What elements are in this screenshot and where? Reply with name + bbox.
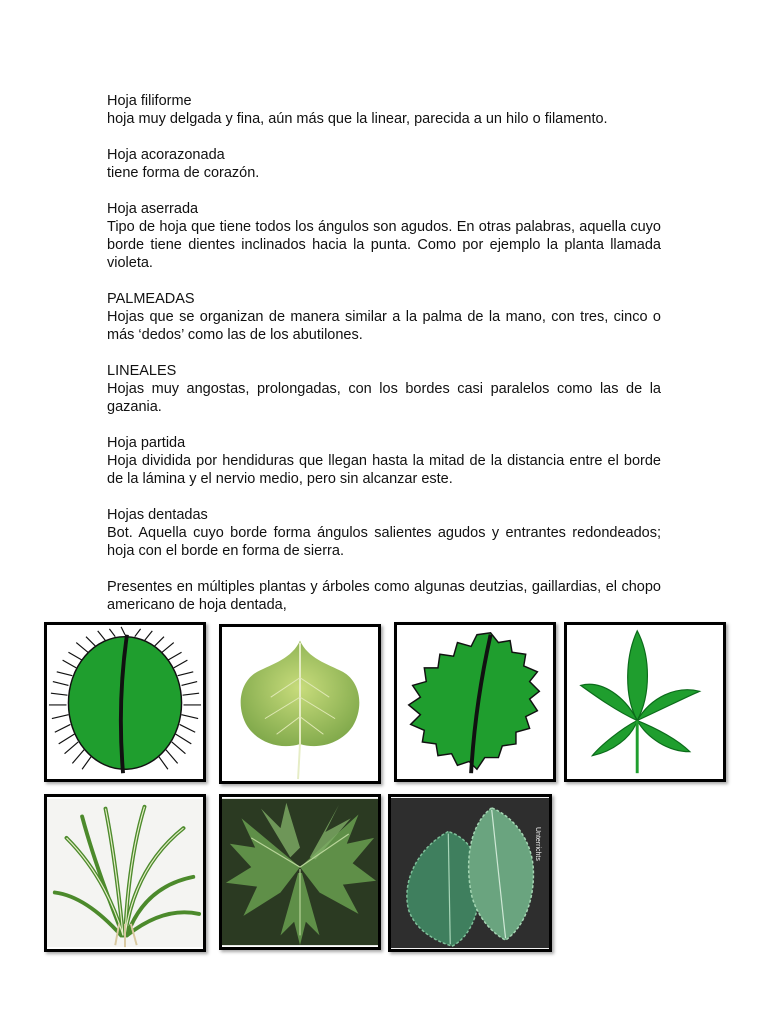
section-title: Hoja aserrada <box>107 201 199 217</box>
filiform-leaf-illustration <box>47 625 203 779</box>
image-serrated-leaf <box>394 622 556 782</box>
image-dentate-leaves <box>388 794 552 952</box>
spider-plant-photo <box>47 797 203 949</box>
section-dentadas <box>107 506 661 560</box>
text-content <box>107 92 661 632</box>
section-title: Hojas dentadas <box>107 507 208 523</box>
section-body: hoja muy delgada y fina, aún más que la linear, parecida a un hilo o filamento. <box>107 111 608 127</box>
palmate-leaf-illustration <box>567 625 723 779</box>
photo-caption: Unterrichts <box>534 827 541 861</box>
section-presentes <box>107 578 661 614</box>
section-body: Hojas muy angostas, prolongadas, con los bordes casi paralelos como las de la gazania. <box>107 381 661 415</box>
section-body: Bot. Aquella cuyo borde forma ángulos salientes agudos y entrantes redondeados; hoja con el borde en forma de sierra. <box>107 525 661 559</box>
serrated-leaf-illustration <box>397 625 553 779</box>
image-linear-leaves <box>44 794 206 952</box>
section-title: PALMEADAS <box>107 291 195 307</box>
section-palmeadas <box>107 290 661 344</box>
image-palmate-leaf <box>564 622 726 782</box>
philodendron-photo <box>222 797 378 947</box>
image-heart-leaf <box>219 624 381 784</box>
section-acorazonada <box>107 146 661 182</box>
section-title: Hoja acorazonada <box>107 147 225 163</box>
section-partida <box>107 434 661 488</box>
section-body: Presentes en múltiples plantas y árboles como algunas deutzias, gaillardias, el chopo americano de hoja dentada, <box>107 579 661 613</box>
section-lineales <box>107 362 661 416</box>
section-body: Hojas que se organizan de manera similar a la palma de la mano, con tres, cinco o más ‘dedos’ como las de los abutilones. <box>107 309 661 343</box>
section-title: Hoja partida <box>107 435 186 451</box>
image-partida-leaves <box>219 794 381 950</box>
section-aserrada <box>107 200 661 272</box>
section-body: Tipo de hoja que tiene todos los ángulos son agudos. En otras palabras, aquella cuyo borde tiene dientes inclinados hacia la punta. Como por ejemplo la planta llamada violeta. <box>107 219 661 271</box>
section-filiforme <box>107 92 661 128</box>
section-title: Hoja filiforme <box>107 93 192 109</box>
heart-leaf-photo <box>222 627 378 781</box>
dentate-leaves-photo <box>391 797 549 949</box>
image-filiform-leaf <box>44 622 206 782</box>
section-title: LINEALES <box>107 363 177 379</box>
section-body: Hoja dividida por hendiduras que llegan hasta la mitad de la distancia entre el borde de la lámina y el nervio medio, pero sin alcanzar este. <box>107 453 661 487</box>
section-body: tiene forma de corazón. <box>107 165 260 181</box>
